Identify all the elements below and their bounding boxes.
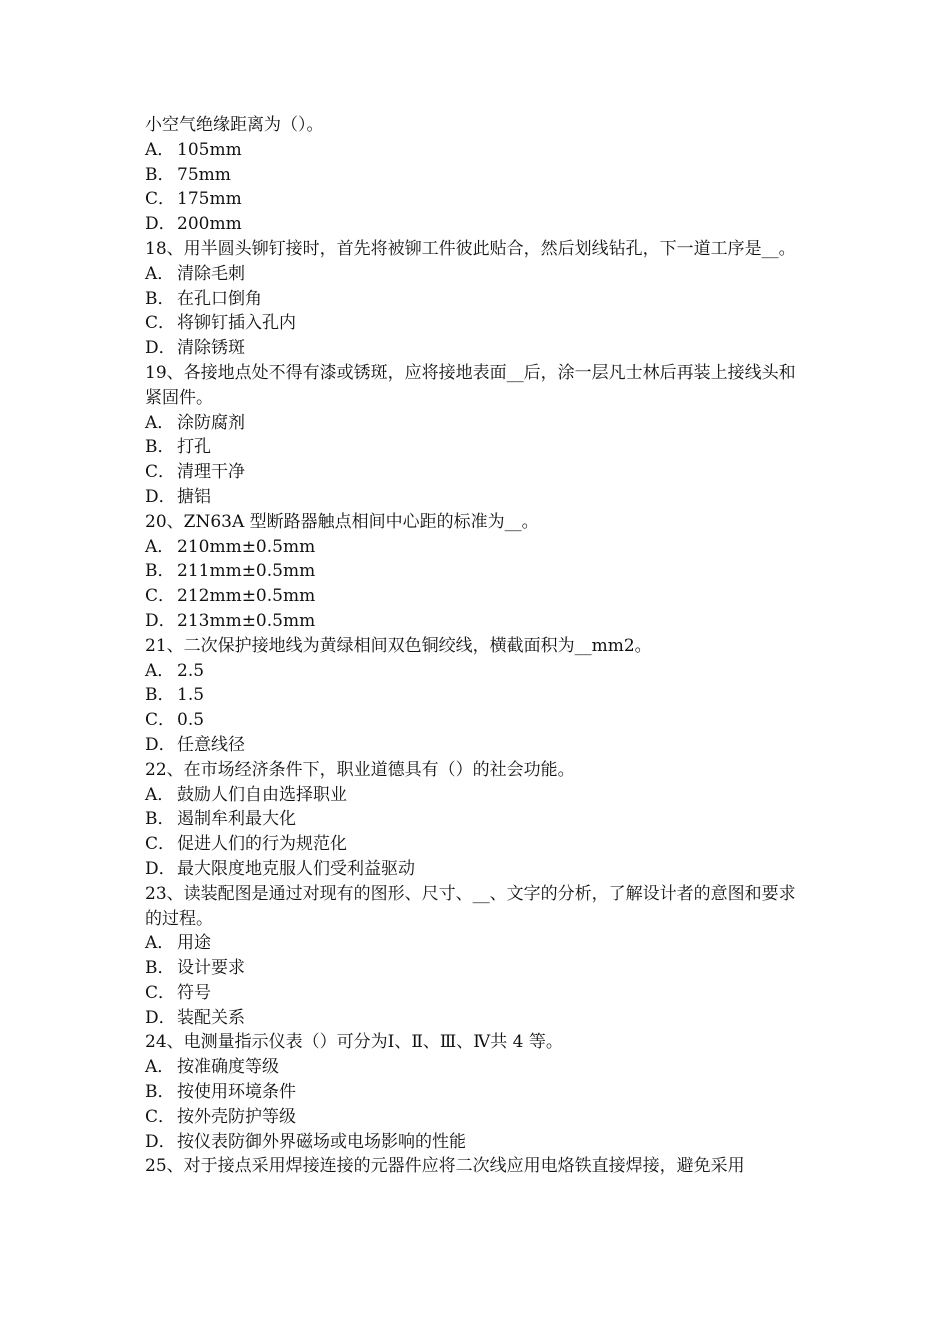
option-d xyxy=(145,1006,810,1031)
option-text: 75mm xyxy=(177,164,231,185)
option-letter: B． xyxy=(145,1082,175,1103)
option-letter: D． xyxy=(145,486,176,507)
option-b xyxy=(145,163,810,188)
option-letter: C． xyxy=(145,586,176,607)
option-letter: A． xyxy=(145,933,175,954)
option-a xyxy=(145,411,810,436)
option-text: 符号 xyxy=(177,982,211,1003)
option-letter: C． xyxy=(145,834,176,855)
option-letter: B． xyxy=(145,958,175,979)
option-text: 212mm±0.5mm xyxy=(177,586,316,607)
option-letter: A． xyxy=(145,536,175,557)
option-text: 清理干净 xyxy=(177,462,245,483)
option-a xyxy=(145,659,810,684)
question-text: 19、各接地点处不得有漆或锈斑，应将接地表面__后，涂一层凡士林后再装上接线头和紧固件。 xyxy=(145,362,796,408)
option-letter: A． xyxy=(145,139,175,160)
question-25 xyxy=(145,1154,810,1179)
option-a xyxy=(145,931,810,956)
option-text: 促进人们的行为规范化 xyxy=(177,834,347,855)
option-letter: B． xyxy=(145,685,175,706)
option-letter: C． xyxy=(145,313,176,334)
question-text: 小空气绝缘距离为（）。 xyxy=(145,115,324,135)
option-c xyxy=(145,832,810,857)
option-text: 2.5 xyxy=(177,660,205,681)
option-letter: B． xyxy=(145,288,175,309)
option-letter: D． xyxy=(145,734,176,755)
option-a xyxy=(145,783,810,808)
option-b xyxy=(145,287,810,312)
option-text: 213mm±0.5mm xyxy=(177,610,316,631)
option-a xyxy=(145,262,810,287)
option-text: 211mm±0.5mm xyxy=(177,561,316,582)
option-a xyxy=(145,1055,810,1080)
option-letter: A． xyxy=(145,660,175,681)
option-text: 打孔 xyxy=(177,437,211,458)
option-letter: D． xyxy=(145,610,176,631)
option-text: 105mm xyxy=(177,139,242,160)
option-letter: B． xyxy=(145,561,175,582)
question-text: 23、读装配图是通过对现有的图形、尺寸、__、文字的分析，了解设计者的意图和要求的过程。 xyxy=(145,883,796,929)
option-text: 搪铝 xyxy=(177,486,211,507)
option-text: 用途 xyxy=(177,933,211,954)
option-b xyxy=(145,956,810,981)
option-d xyxy=(145,609,810,634)
option-d xyxy=(145,733,810,758)
option-letter: A． xyxy=(145,784,175,805)
option-b xyxy=(145,1080,810,1105)
question-18 xyxy=(145,237,810,361)
option-text: 0.5 xyxy=(177,710,205,731)
question-text: 21、二次保护接地线为黄绿相间双色铜绞线，横截面积为__mm2。 xyxy=(145,635,652,656)
option-c xyxy=(145,708,810,733)
question-22 xyxy=(145,758,810,882)
option-letter: D． xyxy=(145,1007,176,1028)
option-text: 200mm xyxy=(177,214,242,235)
option-letter: B． xyxy=(145,164,175,185)
option-text: 鼓励人们自由选择职业 xyxy=(177,784,347,805)
option-text: 设计要求 xyxy=(177,958,245,979)
option-letter: C． xyxy=(145,1106,176,1127)
question-21 xyxy=(145,634,810,758)
option-c xyxy=(145,1105,810,1130)
option-letter: B． xyxy=(145,809,175,830)
option-d xyxy=(145,336,810,361)
option-letter: C． xyxy=(145,462,176,483)
option-letter: B． xyxy=(145,437,175,458)
option-c xyxy=(145,584,810,609)
option-text: 任意线径 xyxy=(177,734,245,755)
option-c xyxy=(145,460,810,485)
option-text: 在孔口倒角 xyxy=(177,288,262,309)
option-c xyxy=(145,311,810,336)
option-text: 1.5 xyxy=(177,685,205,706)
question-text: 18、用半圆头铆钉接时，首先将被铆工件彼此贴合，然后划线钻孔，下一道工序是__。 xyxy=(145,238,796,259)
option-text: 175mm xyxy=(177,189,242,210)
option-letter: C． xyxy=(145,982,176,1003)
document-body xyxy=(145,113,810,1179)
question-text: 20、ZN63A 型断路器触点相间中心距的标准为__。 xyxy=(145,511,539,532)
option-letter: D． xyxy=(145,858,176,879)
option-letter: A． xyxy=(145,412,175,433)
option-text: 遏制牟利最大化 xyxy=(177,809,296,830)
option-a xyxy=(145,138,810,163)
option-c xyxy=(145,187,810,212)
option-letter: C． xyxy=(145,710,176,731)
question-lead xyxy=(145,113,810,237)
option-letter: A． xyxy=(145,1057,175,1078)
option-b xyxy=(145,683,810,708)
option-text: 210mm±0.5mm xyxy=(177,536,316,557)
question-text: 22、在市场经济条件下，职业道德具有（）的社会功能。 xyxy=(145,759,575,780)
question-20 xyxy=(145,510,810,634)
option-b xyxy=(145,807,810,832)
option-letter: A． xyxy=(145,263,175,284)
option-d xyxy=(145,212,810,237)
option-letter: C． xyxy=(145,189,176,210)
option-text: 按外壳防护等级 xyxy=(177,1106,296,1127)
option-d xyxy=(145,485,810,510)
option-text: 将铆钉插入孔内 xyxy=(177,313,296,334)
option-text: 装配关系 xyxy=(177,1007,245,1028)
option-letter: D． xyxy=(145,214,176,235)
option-a xyxy=(145,535,810,560)
option-letter: D． xyxy=(145,338,176,359)
option-d xyxy=(145,857,810,882)
question-23 xyxy=(145,882,810,1031)
option-c xyxy=(145,981,810,1006)
question-19 xyxy=(145,361,810,510)
option-letter: D． xyxy=(145,1131,176,1152)
option-text: 涂防腐剂 xyxy=(177,412,245,433)
option-text: 按使用环境条件 xyxy=(177,1082,296,1103)
option-b xyxy=(145,559,810,584)
question-text: 24、电测量指示仪表（）可分为Ⅰ、Ⅱ、Ⅲ、Ⅳ共 4 等。 xyxy=(145,1032,563,1053)
option-text: 按仪表防御外界磁场或电场影响的性能 xyxy=(177,1131,466,1152)
question-24 xyxy=(145,1030,810,1154)
option-text: 最大限度地克服人们受利益驱动 xyxy=(177,858,415,879)
option-d xyxy=(145,1130,810,1155)
question-text: 25、对于接点采用焊接连接的元器件应将二次线应用电烙铁直接焊接，避免采用 xyxy=(145,1156,745,1177)
option-text: 按准确度等级 xyxy=(177,1057,279,1078)
option-text: 清除毛刺 xyxy=(177,263,245,284)
option-text: 清除锈斑 xyxy=(177,338,245,359)
option-b xyxy=(145,435,810,460)
